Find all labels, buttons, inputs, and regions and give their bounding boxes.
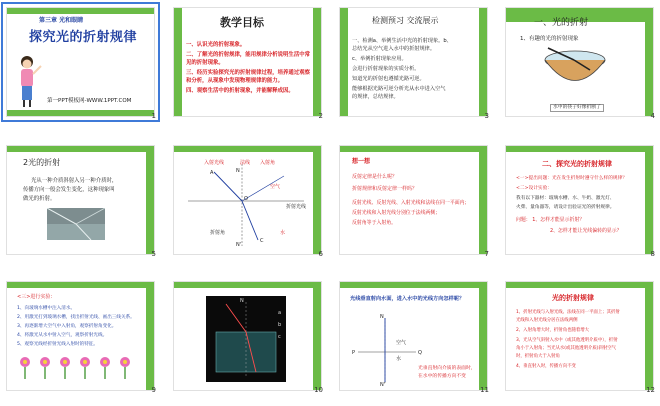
point-p-label: P — [352, 350, 356, 356]
law-item: 反射光线、反射光线、入射光线和法线在同一平面内； — [352, 200, 470, 206]
section-heading: <三>进行实验： — [17, 294, 56, 300]
slide-title: 检测预习 交流展示 — [372, 16, 439, 25]
review-item: 总结光从空气进入水中的折射规律。 — [352, 46, 436, 52]
slide-9-canvas — [6, 281, 155, 391]
slide-thumbnail-3[interactable] — [336, 4, 491, 120]
question-item: 折射规律和反射定律一样吗？ — [352, 186, 418, 192]
law-item: 3、光从空气斜射入水中（或其他透明介质中），折射 — [516, 338, 618, 343]
point-o-label: O — [244, 196, 248, 202]
experiment-step: 2、用激光打到玻璃水槽，找出折射光线、画出三线关系。 — [17, 315, 135, 320]
footer-site: 第一PPT模板网-WWW.1PPT.COM — [47, 98, 132, 104]
slide-number: 7 — [484, 250, 489, 258]
step-item: <二>设计实验： — [516, 186, 552, 191]
green-right-strip — [645, 282, 653, 390]
body-line: 光从一种介质斜射入另一种介质时， — [31, 178, 118, 184]
chapter-label: 第三章 光和眼睛 — [39, 17, 84, 24]
water-label: 水 — [280, 230, 286, 236]
green-right-strip — [146, 146, 154, 254]
slide-3-canvas — [339, 7, 488, 117]
law-item: 1、折射光线与入射光线、法线在同一平面上；其折射 — [516, 310, 620, 315]
slide-number: 3 — [484, 112, 489, 120]
goal-item: 三、经历实验探究光的折射规律过程，培养通过观察 — [186, 70, 310, 76]
law-item: 反射角等于入射角。 — [352, 220, 397, 226]
goal-item: 和分析，从现象中发现物理规律的能力。 — [186, 78, 284, 84]
slide-thumbnail-12[interactable] — [502, 278, 657, 394]
law-item: 2、入射角增大时，折射角也随着增大 — [516, 328, 590, 333]
law-item: 光线和入射光线分居在法线两侧 — [516, 318, 578, 323]
point-n2-label: N' — [380, 382, 386, 388]
experiment-step: 4、将激光从水中射入空气，观察折射光线。 — [17, 333, 108, 338]
water-label: 水 — [396, 356, 402, 362]
green-bottom-bar — [7, 110, 154, 116]
slide-title: 二、探究光的折射规律 — [542, 160, 612, 168]
slide-10-canvas — [173, 281, 322, 391]
slide-title: 光的折射规律 — [552, 294, 594, 302]
slide-7-canvas — [339, 145, 488, 255]
green-right-strip — [479, 146, 487, 254]
bowl-chopstick-illustration — [540, 46, 610, 96]
slide-number: 9 — [151, 386, 156, 394]
slide-thumbnail-4[interactable] — [502, 4, 657, 120]
laser-tank-photo — [206, 296, 286, 382]
green-left-strip — [174, 8, 182, 116]
green-header-band — [7, 146, 154, 152]
slide-2-canvas — [173, 7, 322, 117]
slide-title: 教学目标 — [220, 16, 264, 29]
experiment-step: 1、向玻璃水槽中注入清水。 — [17, 306, 76, 311]
law-item: 4、垂直射入时，传播方向不变 — [516, 364, 576, 369]
review-item: 一、检测a、举例生活中光的折射现象。b、 — [352, 38, 452, 44]
green-header-band — [174, 282, 321, 288]
point-b-label: b — [278, 322, 282, 328]
experiment-step: 3、再逐渐增大空气中入射角，观察折射角变化。 — [17, 324, 117, 329]
normal-label: 法线 — [240, 160, 251, 166]
law-item: 反射光线和入射光线分别位于法线两侧； — [352, 210, 441, 216]
air-label: 空气 — [270, 184, 281, 190]
question-item: 反射定律是什么呢？ — [352, 174, 398, 180]
point-c-label: c — [278, 334, 281, 340]
review-item: 能够根据光路可逆分析光从水中进入空气 — [352, 86, 446, 92]
step-item: 我有以下器材：玻璃水槽、水、牛奶、激光灯、 — [516, 196, 615, 201]
slide-12-canvas — [505, 281, 654, 391]
image-caption: 水中的筷子好像折断了 — [550, 104, 604, 112]
teacher-illustration — [13, 54, 43, 109]
green-right-strip — [645, 146, 653, 254]
slide-thumbnail-10[interactable] — [170, 278, 325, 394]
point-a-label: a — [278, 310, 282, 316]
step-item: 2、怎样才能让光线偏转的显示？ — [550, 228, 622, 234]
slide-title: 一、光的折射 — [534, 18, 589, 28]
conclusion-line: 在水中的传播方向不变 — [418, 374, 466, 379]
slide-thumbnail-2[interactable] — [170, 4, 325, 120]
slide-thumbnail-6[interactable] — [170, 142, 325, 258]
green-left-strip — [340, 8, 348, 116]
slide-4-canvas — [505, 7, 654, 117]
slide-thumbnail-9[interactable] — [3, 278, 158, 394]
green-right-strip — [313, 8, 321, 116]
step-item: 火柴、量角器等，请设计出验证光的折射规律。 — [516, 205, 615, 210]
slide-thumbnail-7[interactable] — [336, 142, 491, 258]
slide-number: 6 — [318, 250, 323, 258]
point-c-label: C — [260, 238, 264, 244]
flower-row-illustration — [17, 354, 137, 380]
slide-number: 10 — [314, 386, 323, 394]
green-right-strip — [146, 282, 154, 390]
law-item: 角小于入射角；当光从水(或其他透明介质)斜射空气 — [516, 346, 617, 351]
point-n-label: N — [236, 168, 240, 174]
body-line: 传播方向一般会发生变化，这种现象叫 — [23, 187, 115, 193]
green-header-band — [506, 282, 653, 288]
step-item: <一>提出问题：光在发生折射时遵守什么样的规律？ — [516, 176, 627, 181]
slide-number: 11 — [480, 386, 489, 394]
slide-6-canvas — [173, 145, 322, 255]
body-line: 做光的折射。 — [23, 196, 56, 202]
review-item: c、举例折射现象应用。 — [352, 56, 407, 62]
point-n2-label: N' — [236, 242, 242, 248]
green-top-bar — [7, 8, 154, 14]
goal-item: 一、认识光的折射现象。 — [186, 42, 246, 48]
green-right-strip — [645, 8, 653, 116]
goal-item: 四、观察生活中的折射现象，并能解释成因。 — [186, 88, 294, 94]
slide-number: 5 — [151, 250, 156, 258]
incident-ray-label: 入射光线 — [204, 160, 225, 166]
green-header-band — [340, 146, 487, 152]
incidence-angle-label: 入射角 — [260, 160, 276, 166]
normal-n-label: N — [240, 298, 244, 304]
slide-thumbnail-8[interactable] — [502, 142, 657, 258]
point-q-label: Q — [418, 350, 422, 356]
review-item: 会进行折射现象的实质分析。 — [352, 66, 420, 72]
slide-8-canvas — [505, 145, 654, 255]
slide-thumbnail-11[interactable] — [336, 278, 491, 394]
refraction-angle-label: 折射角 — [210, 230, 226, 236]
slide-11-canvas — [339, 281, 488, 391]
refraction-photo — [47, 208, 105, 240]
step-item: 问题： 1、怎样才能显示折射？ — [516, 217, 585, 223]
air-label: 空气 — [396, 340, 407, 346]
slide-title: 2光的折射 — [23, 158, 61, 167]
refracted-ray-label: 折射光线 — [286, 204, 307, 210]
slide-1-canvas — [6, 7, 155, 117]
green-right-strip — [313, 282, 321, 390]
slide-number: 12 — [646, 386, 655, 394]
question-heading: 光线垂直射向水面，进入水中的光线方向怎样呢？ — [350, 296, 465, 302]
law-item: 时，折射角大于入射角 — [516, 354, 560, 359]
slide-number: 8 — [650, 250, 655, 258]
goal-item: 见的折射现象。 — [186, 60, 224, 66]
green-header-band — [7, 282, 154, 288]
experiment-step: 5、观察光线经折射光线入射时的特征。 — [17, 342, 99, 347]
goal-item: 二、了解光的折射规律，能用规律分析说明生活中常 — [186, 52, 310, 58]
slide-thumbnail-1[interactable] — [3, 4, 158, 120]
slide-5-canvas — [6, 145, 155, 255]
slide-number: 2 — [318, 112, 323, 120]
slide-number: 4 — [650, 112, 655, 120]
review-item: 的规律，总结规律。 — [352, 94, 399, 100]
point-a-label: A — [210, 170, 214, 176]
green-right-strip — [479, 8, 487, 116]
conclusion-line: 光垂直射向介质的表面时， — [418, 366, 476, 371]
green-header-band — [506, 146, 653, 152]
slide-subtitle: 1、有趣的光的折射现象 — [520, 36, 579, 42]
slide-title: 探究光的折射规律 — [29, 30, 138, 45]
point-n-label: N — [380, 314, 384, 320]
section-heading: 想一想 — [352, 158, 371, 165]
slide-thumbnail-5[interactable] — [3, 142, 158, 258]
slide-number: 1 — [151, 112, 156, 120]
review-item: 知道光的折射也遵循光路可逆。 — [352, 76, 425, 82]
